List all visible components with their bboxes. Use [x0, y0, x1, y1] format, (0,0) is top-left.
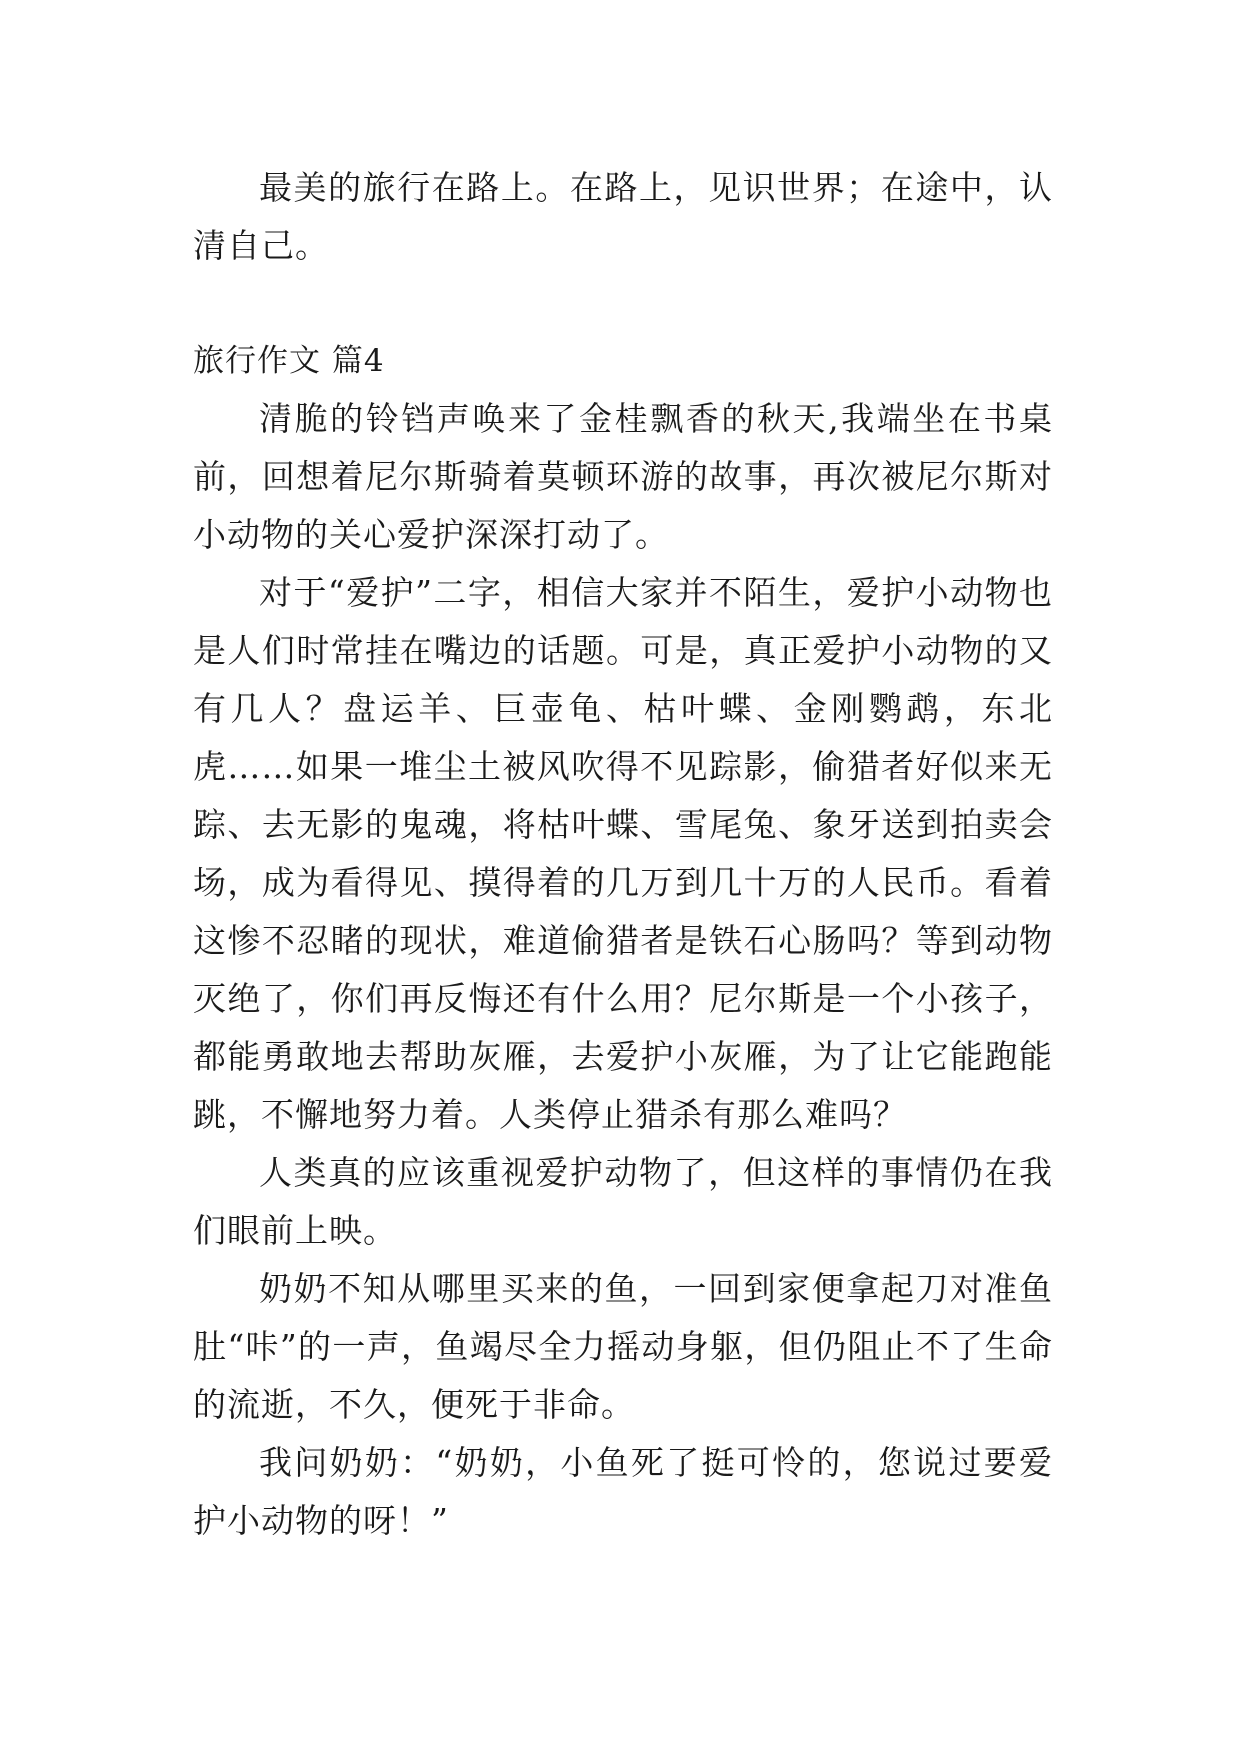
- essay-paragraph: 清脆的铃铛声唤来了金桂飘香的秋天,我端坐在书桌前，回想着尼尔斯骑着莫顿环游的故事，再次被尼尔斯对小动物的关心爱护深深打动了。: [193, 399, 1053, 554]
- essay-section: [193, 332, 1053, 1550]
- essay-paragraph: 对于“爱护”二字，相信大家并不陌生，爱护小动物也是人们时常挂在嘴边的话题。可是，真正爱护小动物的又有几人？盘运羊、巨壶龟、枯叶蝶、金刚鹦鹉，东北虎……如果一堆尘土被风吹得不见踪影，偷猎者好似来无踪、去无影的鬼魂，将枯叶蝶、雪尾兔、象牙送到拍卖会场，成为看得见、摸得着的几万到几十万的人民币。看着这惨不忍睹的现状，难道偷猎者是铁石心肠吗？等到动物灭绝了，你们再反悔还有什么用？尼尔斯是一个小孩子，都能勇敢地去帮助灰雁，去爱护小灰雁，为了让它能跑能跳，不懈地努力着。人类停止猎杀有那么难吗？: [193, 573, 1053, 1134]
- essay-paragraph: 我问奶奶：“奶奶，小鱼死了挺可怜的，您说过要爱护小动物的呀！”: [193, 1443, 1053, 1540]
- section-heading: 旅行作文 篇4: [193, 343, 385, 379]
- essay-paragraph: 人类真的应该重视爱护动物了，但这样的事情仍在我们眼前上映。: [193, 1153, 1053, 1250]
- essay-paragraph: 奶奶不知从哪里买来的鱼，一回到家便拿起刀对准鱼肚“咔”的一声，鱼竭尽全力摇动身躯，但仍阻止不了生命的流逝，不久，便死于非命。: [193, 1269, 1053, 1424]
- intro-section: [193, 159, 1053, 275]
- intro-paragraph: 最美的旅行在路上。在路上，见识世界；在途中，认清自己。: [193, 168, 1053, 265]
